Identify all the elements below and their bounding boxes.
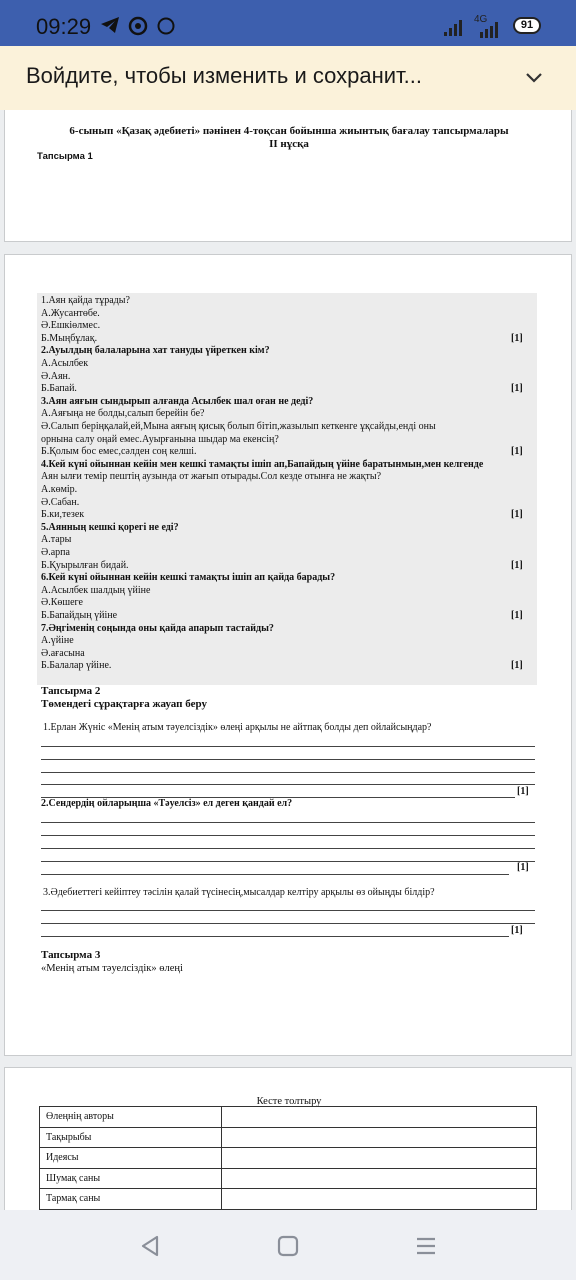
home-square-icon: [277, 1235, 299, 1257]
signal-icon: [444, 16, 468, 36]
table-answer-cell[interactable]: [222, 1168, 537, 1189]
table-answer-cell[interactable]: [222, 1107, 537, 1128]
circle-notification-icon: [156, 16, 176, 41]
answer-line: [41, 759, 535, 760]
table-row-label: Тармақ саны: [40, 1189, 222, 1210]
table-row-label: Идеясы: [40, 1148, 222, 1169]
mark-label: [1]: [511, 383, 523, 395]
mark-label: [1]: [511, 660, 523, 672]
answer-line: [41, 874, 509, 875]
question-line: 6.Кей күні ойыннан кейін кешкі тамақты ішіп ап қайда барады?: [41, 572, 336, 584]
question-line: А.Аяғыңа не болды,салып берейін бе?: [41, 408, 205, 420]
table-answer-cell[interactable]: [222, 1189, 537, 1210]
chevron-down-icon[interactable]: [522, 68, 546, 88]
table-row: [40, 1148, 537, 1169]
task2-question-3: 3.Әдебиеттегі кейіптеу тәсілін қалай түсінесің,мысалдар келтіру арқылы өз ойыңды білдір?: [43, 887, 435, 898]
question-line: Ә.Ешкіөлмес.: [41, 320, 101, 332]
answer-line: [41, 772, 535, 773]
table-row-label: Шумақ саны: [40, 1168, 222, 1189]
question-line: Ә.арпа: [41, 547, 70, 558]
question-line: Б.Қуырылған бидай.: [41, 559, 129, 571]
status-time: 09:29: [36, 14, 92, 39]
table-answer-cell[interactable]: [222, 1127, 537, 1148]
banner-title: Войдите, чтобы изменить и сохранит...: [26, 63, 423, 88]
question-line: А.тары: [41, 534, 72, 546]
question-line: Ә.Салып беріңқалай,ей,Мына аяғың қисық болып бітіп,жазылып кеткенге ұқсайды,енді оны: [41, 421, 436, 432]
answer-line: [41, 861, 535, 862]
table-caption: Кесте толтыру: [256, 1096, 322, 1107]
back-nav-button[interactable]: [130, 1230, 170, 1262]
question-line: Ә.ағасына: [41, 647, 85, 659]
answer-line: [41, 923, 535, 924]
mark-label: [1]: [511, 509, 523, 521]
sign-in-banner[interactable]: [0, 46, 576, 110]
question-line: Ә.Көшеге: [41, 597, 83, 609]
recents-nav-button[interactable]: [406, 1230, 446, 1262]
fill-table: [39, 1106, 537, 1210]
question-line: Ә.Сабан.: [41, 496, 80, 508]
home-nav-button[interactable]: [268, 1230, 308, 1262]
question-line: Б.Бапайдың үйіне: [41, 610, 118, 621]
answer-line: [41, 746, 535, 747]
table-answer-cell[interactable]: [222, 1148, 537, 1169]
doc-title-line1: 6-сынып «Қазақ әдебиеті» пәнінен 4-тоқсан бойынша жиынтық бағалау тапсырмалары: [69, 125, 509, 137]
question-line: А.Асылбек шалдың үйіне: [41, 584, 151, 596]
mark-label: [1]: [511, 925, 523, 936]
answer-line: [41, 848, 535, 849]
question-line: Б.Қолым бос емес,сәлден соң келші.: [41, 446, 197, 458]
table-row: [40, 1107, 537, 1128]
question-line: 1.Аян қайда тұрады?: [41, 295, 130, 306]
table-row: [40, 1127, 537, 1148]
question-line: Б.ки,тезек: [41, 509, 85, 521]
question-line: Б.Бапай.: [41, 383, 77, 395]
task2-question-1: 1.Ерлан Жүніс «Менің атым тәуелсіздік» өлеңі арқылы не айтпақ болды деп ойлайсыңдар?: [43, 722, 432, 733]
network-type: 4G: [474, 14, 488, 25]
mark-label: [1]: [511, 610, 523, 621]
question-line: 3.Аян аяғын сындырып алғанда Асылбек шал оған не деді?: [41, 395, 314, 407]
mark-label: [1]: [517, 786, 529, 797]
task3-subtitle: «Менің атым тәуелсіздік» өлеңі: [41, 963, 183, 974]
question-line: орнына салу оңай емес.Ауырғанына шыдар ма екенсің?: [41, 433, 279, 445]
table-row-label: Тақырыбы: [40, 1127, 222, 1148]
question-line: А.үйіне: [41, 635, 74, 647]
battery-indicator: 91: [513, 17, 541, 34]
document-page-2: [4, 254, 572, 1056]
telegram-icon: [100, 16, 120, 39]
task2-question-2: 2.Сендердің ойларыңша «Тәуелсіз» ел деген қандай ел?: [41, 798, 293, 809]
task1-label: Тапсырма 1: [37, 151, 93, 162]
question-line: А.көмір.: [41, 484, 78, 495]
table-row: [40, 1189, 537, 1210]
table-row: [40, 1168, 537, 1189]
answer-line: [41, 784, 535, 785]
answer-line: [41, 936, 509, 937]
question-line: 5.Аянның кешкі қорегі не еді?: [41, 521, 179, 533]
answer-line: [41, 822, 535, 823]
question-line: Б.Балалар үйіне.: [41, 660, 112, 672]
question-line: А.Асылбек: [41, 358, 89, 369]
task2-subtitle: Төмендегі сұрақтарға жауап беру: [41, 698, 207, 710]
question-line: Б.Мыңбұлақ.: [41, 332, 98, 344]
doc-title-line2: ІІ нұсқа: [269, 138, 309, 150]
question-line: Ә.Аян.: [41, 370, 71, 382]
task3-title: Тапсырма 3: [41, 949, 101, 961]
document-page-1: [4, 110, 572, 242]
question-line: 7.Әңгіменің соңында оны қайда апарып тастайды?: [41, 622, 274, 634]
question-line: Аян ылғи темір пештің аузында от жағып отырады.Сол кезде отынға не жақты?: [41, 471, 382, 483]
answer-line: [41, 910, 535, 911]
mark-label: [1]: [511, 332, 523, 344]
document-page-3: [4, 1067, 572, 1217]
recents-lines-icon: [415, 1235, 437, 1257]
question-line: А.Жусантөбе.: [41, 307, 100, 319]
task2-title: Тапсырма 2: [41, 685, 101, 697]
mark-label: [1]: [511, 446, 523, 458]
mark-label: [1]: [517, 862, 529, 873]
question-line: 4.Кей күні ойыннан кейін мен кешкі тамақты ішіп ап,Бапайдың үйіне баратынмын,мен келгенде: [41, 458, 484, 470]
table-row-label: Өлеңнің авторы: [40, 1107, 222, 1128]
question-line: 2.Ауылдың балаларына хат тануды үйреткен кім?: [41, 345, 270, 357]
signal-4g-icon: [480, 22, 500, 43]
navigation-bar: [0, 1210, 576, 1280]
status-bar: [0, 0, 576, 46]
back-triangle-icon: [139, 1234, 161, 1258]
mark-label: [1]: [511, 559, 523, 571]
chrome-icon: [128, 16, 148, 41]
answer-line: [41, 835, 535, 836]
